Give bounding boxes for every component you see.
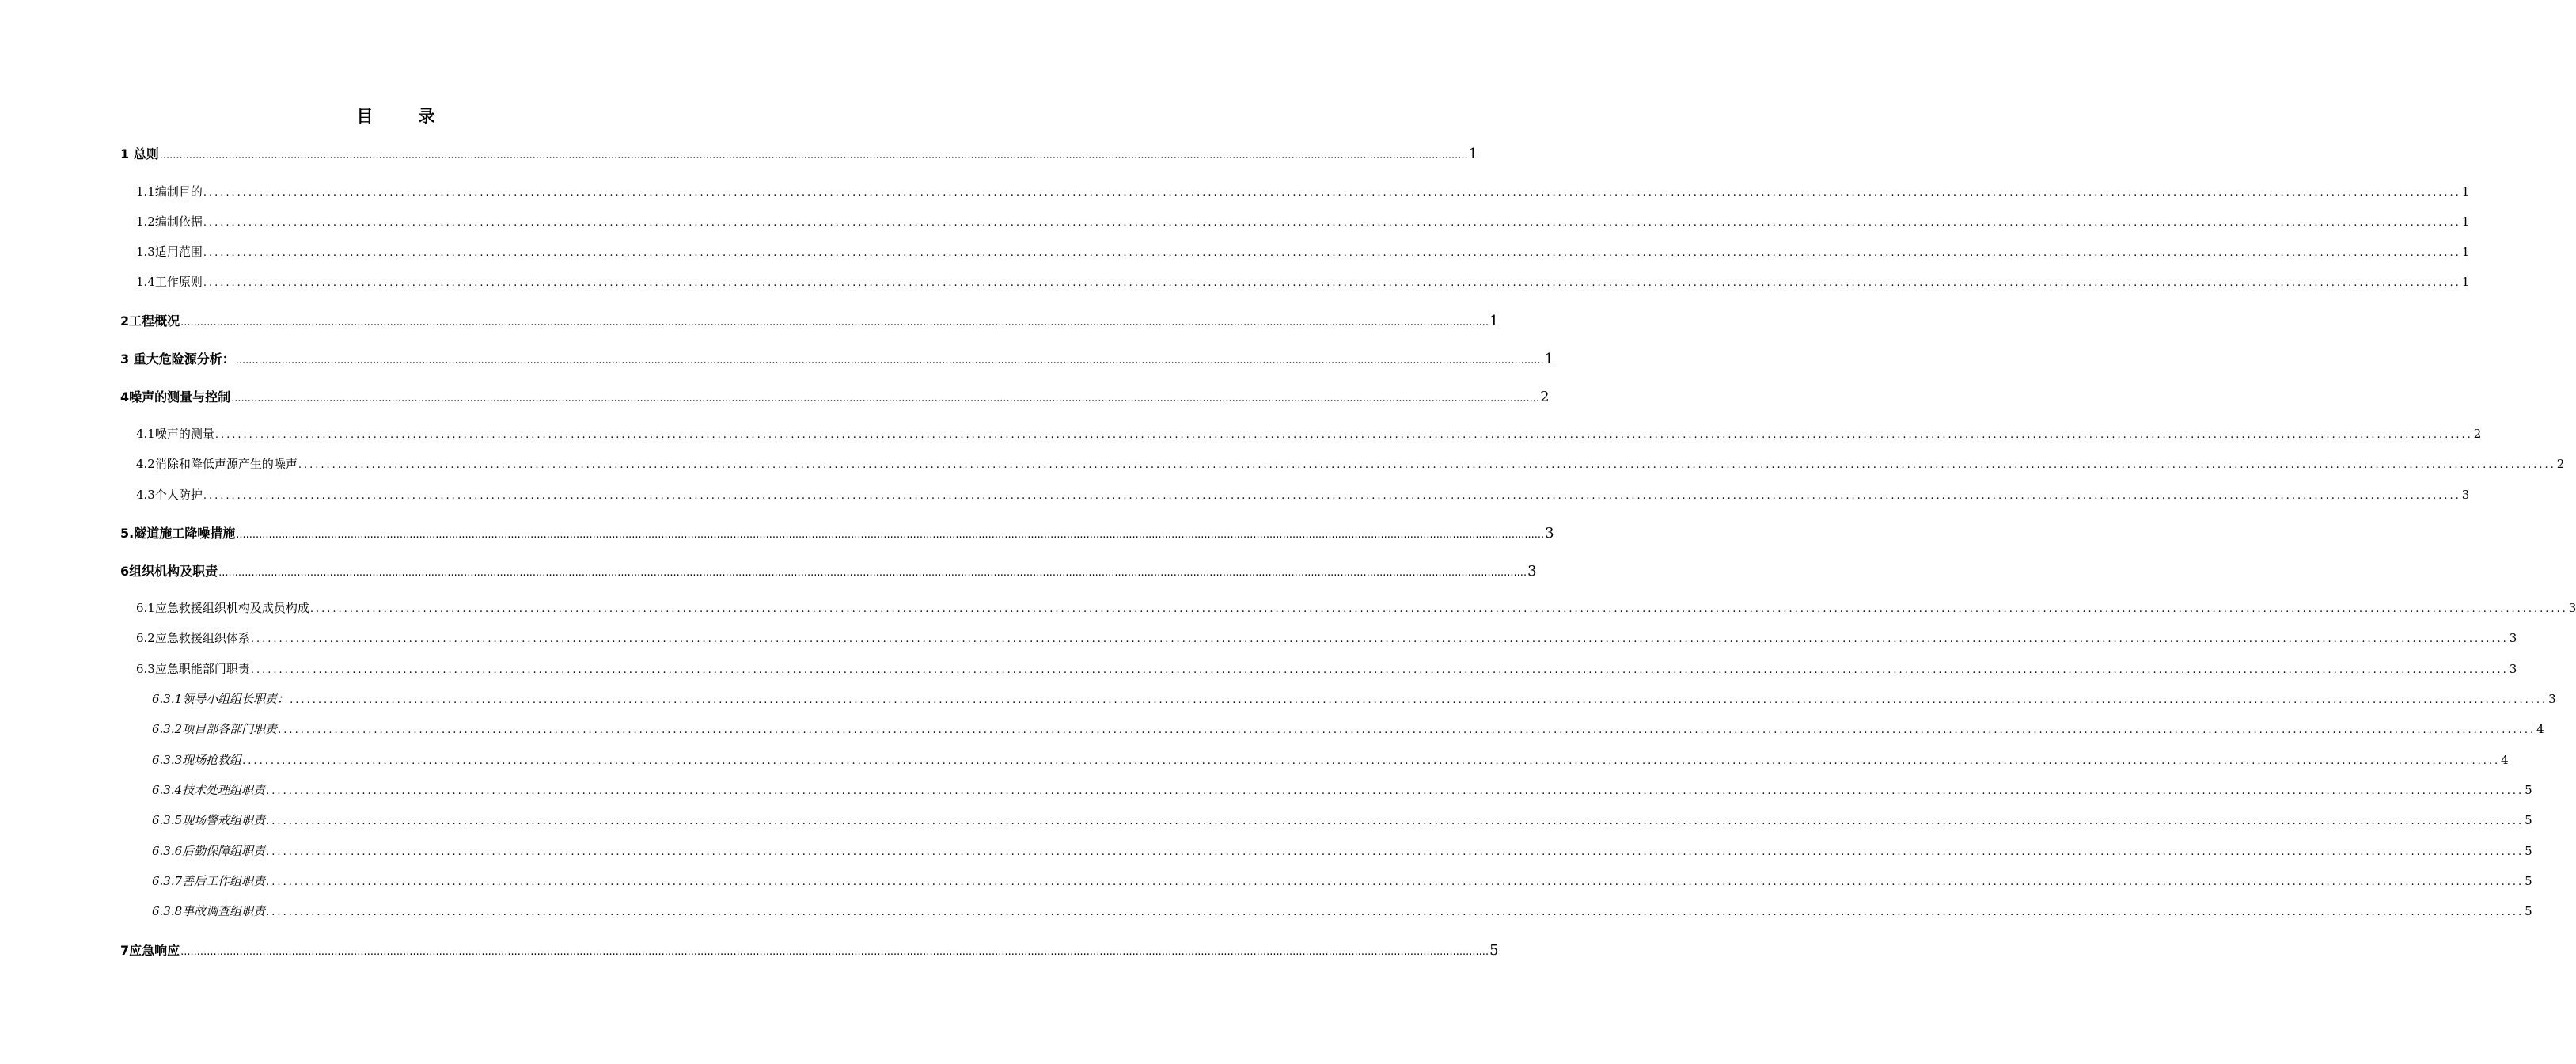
toc-entry-label: 6.2应急救援组织体系 xyxy=(136,631,250,645)
toc-entry-label: 4.1噪声的测量 xyxy=(136,427,214,441)
toc-entry-page: 1 xyxy=(2461,275,2470,289)
toc-entry-level2[interactable] xyxy=(136,599,2576,618)
toc-entry-page: 5 xyxy=(1489,942,1499,959)
toc-entry-label: 1.3适用范围 xyxy=(136,245,203,259)
toc-leader-dots: ................................................................................................................................................................................................................................................................................................................................................................................................................ xyxy=(203,217,2461,229)
toc-entry-level1[interactable] xyxy=(120,349,1554,368)
toc-entry-page: 5 xyxy=(2525,904,2532,918)
toc-leader-dots: ................................................................................................................................................................................................................................................................................................................................................................................................................ xyxy=(266,846,2525,858)
toc-entry-label: 2工程概况 xyxy=(120,314,180,329)
toc-leader-dots: ................................................................................................................................................................................................................................................................................................................................................................................................................ xyxy=(242,755,2501,767)
toc-entry-label: 6.3.6后勤保障组职责 xyxy=(152,844,266,858)
toc-entry-label: 6.3应急职能部门职责 xyxy=(136,662,250,676)
toc-entry-label: 6.3.3现场抢救组 xyxy=(152,753,242,767)
toc-entry-page: 1 xyxy=(2461,245,2470,259)
toc-entry-level2[interactable] xyxy=(136,486,2470,505)
toc-entry-page: 3 xyxy=(1527,563,1537,580)
toc-entry-label: 6.3.4技术处理组职责 xyxy=(152,783,266,797)
toc-entry-level1[interactable] xyxy=(120,523,1554,542)
toc-entry-page: 3 xyxy=(2509,662,2517,676)
toc-leader-dots: ................................................................................................................................................................................................................................................................................................................................................................................................................ xyxy=(290,694,2548,706)
toc-entry-level1[interactable] xyxy=(120,940,1499,960)
toc-entry-page: 1 xyxy=(1489,313,1499,329)
toc-entry-page: 1 xyxy=(1468,146,1478,162)
toc-entry-level1[interactable] xyxy=(120,311,1499,330)
toc-entry-label: 4噪声的测量与控制 xyxy=(120,390,231,405)
toc-entry-level2[interactable] xyxy=(136,183,2470,202)
toc-entry-page: 5 xyxy=(2525,813,2532,827)
toc-entry-level3[interactable] xyxy=(152,751,2509,770)
toc-entry-page: 2 xyxy=(2473,427,2482,441)
toc-leader-dots: ................................................................................................................................................................................................................................................................................................................................................................................................................ xyxy=(218,567,1527,579)
toc-entry-page: 2 xyxy=(2556,457,2565,471)
toc-entry-page: 5 xyxy=(2525,844,2532,858)
toc-entry-page: 2 xyxy=(1540,389,1550,405)
toc-entry-page: 1 xyxy=(1544,351,1554,367)
toc-entry-level2[interactable] xyxy=(136,629,2517,648)
toc-entry-label: 4.2消除和降低声源产生的噪声 xyxy=(136,457,298,471)
toc-entry-page: 4 xyxy=(2536,722,2544,736)
toc-entry-level2[interactable] xyxy=(136,425,2482,444)
toc-leader-dots: ................................................................................................................................................................................................................................................................................................................................................................................................................ xyxy=(250,664,2509,676)
toc-entry-level2[interactable] xyxy=(136,213,2470,232)
toc-entry-level2[interactable] xyxy=(136,455,2565,474)
toc-leader-dots: ................................................................................................................................................................................................................................................................................................................................................................................................................ xyxy=(203,247,2461,259)
toc-entry-level3[interactable] xyxy=(152,690,2556,709)
toc-leader-dots: ................................................................................................................................................................................................................................................................................................................................................................................................................ xyxy=(203,187,2461,199)
toc-entry-label: 6组织机构及职责 xyxy=(120,564,218,579)
toc-entry-level3[interactable] xyxy=(152,720,2544,739)
toc-entry-label: 6.1应急救援组织机构及成员构成 xyxy=(136,601,309,615)
toc-entry-page: 3 xyxy=(2568,601,2576,615)
toc-entry-label: 6.3.8事故调查组职责 xyxy=(152,904,266,918)
toc-entry-label: 6.3.1领导小组组长职责： xyxy=(152,692,290,706)
toc-entry-page: 3 xyxy=(2461,488,2470,502)
toc-entry-page: 5 xyxy=(2525,874,2532,888)
toc-entry-level3[interactable] xyxy=(152,842,2532,861)
toc-entry-label: 1.1编制目的 xyxy=(136,184,203,199)
toc-entry-level2[interactable] xyxy=(136,243,2470,262)
toc-entry-page: 1 xyxy=(2461,184,2470,199)
toc-entry-label: 1.4工作原则 xyxy=(136,275,203,289)
toc-entry-label: 3 重大危险源分析： xyxy=(120,352,235,367)
toc-entry-page: 5 xyxy=(2525,783,2532,797)
toc-entry-level2[interactable] xyxy=(136,273,2470,292)
toc-entry-level3[interactable] xyxy=(152,872,2532,891)
toc-leader-dots: ................................................................................................................................................................................................................................................................................................................................................................................................................ xyxy=(266,906,2525,918)
toc-leader-dots: ................................................................................................................................................................................................................................................................................................................................................................................................................ xyxy=(250,633,2509,645)
toc-leader-dots: ................................................................................................................................................................................................................................................................................................................................................................................................................ xyxy=(235,355,1544,367)
toc-entry-label: 1 总则 xyxy=(120,146,159,162)
toc-title: 目 录 xyxy=(356,107,450,126)
toc-leader-dots: ................................................................................................................................................................................................................................................................................................................................................................................................................ xyxy=(203,490,2461,502)
toc-entry-page: 3 xyxy=(1545,525,1554,542)
toc-entry-page: 4 xyxy=(2501,753,2509,767)
toc-leader-dots: ................................................................................................................................................................................................................................................................................................................................................................................................................ xyxy=(298,459,2556,471)
toc-leader-dots: ................................................................................................................................................................................................................................................................................................................................................................................................................ xyxy=(214,429,2473,441)
toc-leader-dots: ................................................................................................................................................................................................................................................................................................................................................................................................................ xyxy=(159,150,1468,162)
toc-leader-dots: ................................................................................................................................................................................................................................................................................................................................................................................................................ xyxy=(266,785,2525,797)
toc-entry-level3[interactable] xyxy=(152,811,2532,830)
toc-entry-label: 6.3.5现场警戒组职责 xyxy=(152,813,266,827)
toc-entry-label: 6.3.7善后工作组职责 xyxy=(152,874,266,888)
toc-leader-dots: ................................................................................................................................................................................................................................................................................................................................................................................................................ xyxy=(180,946,1489,958)
toc-leader-dots: ................................................................................................................................................................................................................................................................................................................................................................................................................ xyxy=(266,815,2525,827)
toc-entry-level1[interactable] xyxy=(120,387,1550,406)
toc-entry-level3[interactable] xyxy=(152,781,2532,800)
toc-entry-page: 3 xyxy=(2509,631,2517,645)
toc-entry-level2[interactable] xyxy=(136,660,2517,679)
toc-entry-label: 7应急响应 xyxy=(120,943,180,958)
toc-entry-label: 4.3个人防护 xyxy=(136,488,203,502)
toc-entry-page: 3 xyxy=(2548,692,2556,706)
toc-entry-level1[interactable] xyxy=(120,561,1537,580)
toc-leader-dots: ................................................................................................................................................................................................................................................................................................................................................................................................................ xyxy=(203,277,2461,289)
toc-leader-dots: ................................................................................................................................................................................................................................................................................................................................................................................................................ xyxy=(278,724,2536,736)
toc-entry-label: 6.3.2项目部各部门职责 xyxy=(152,722,278,736)
toc-leader-dots: ................................................................................................................................................................................................................................................................................................................................................................................................................ xyxy=(231,393,1540,405)
toc-leader-dots: ................................................................................................................................................................................................................................................................................................................................................................................................................ xyxy=(180,317,1489,329)
toc-entry-label: 5.隧道施工降噪措施 xyxy=(120,526,236,541)
toc-entry-level1[interactable] xyxy=(120,144,1478,163)
toc-leader-dots: ................................................................................................................................................................................................................................................................................................................................................................................................................ xyxy=(236,529,1545,541)
toc-entry-level3[interactable] xyxy=(152,902,2532,922)
toc-entry-page: 1 xyxy=(2461,215,2470,229)
toc-leader-dots: ................................................................................................................................................................................................................................................................................................................................................................................................................ xyxy=(309,603,2568,615)
toc-entry-label: 1.2编制依据 xyxy=(136,215,203,229)
toc-leader-dots: ................................................................................................................................................................................................................................................................................................................................................................................................................ xyxy=(266,876,2525,888)
